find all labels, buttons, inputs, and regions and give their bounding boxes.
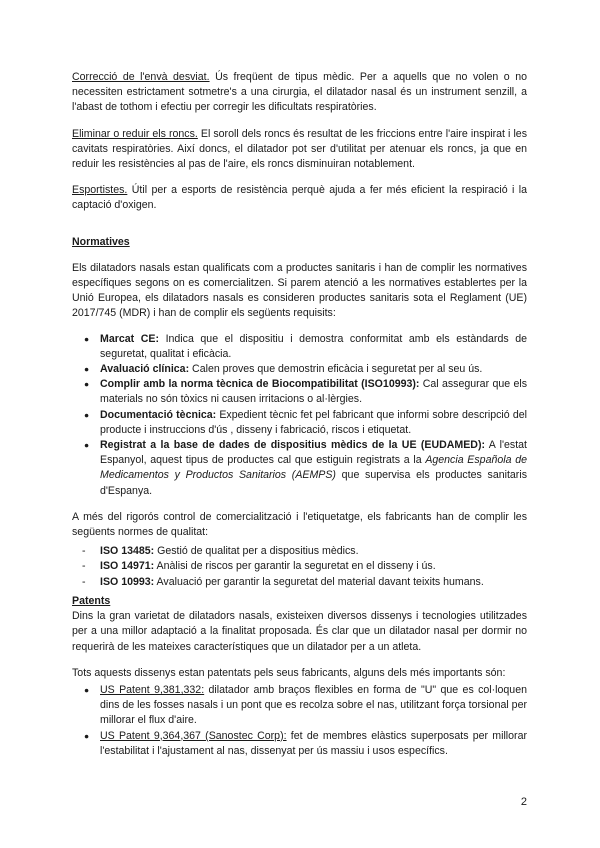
requirements-list xyxy=(72,332,527,499)
list-item xyxy=(100,438,527,499)
patents-paragraph: Dins la gran varietat de dilatadors nasals, existeixen diversos dissenys i tecnologies utilitzades per a una millor adaptació a la finalitat proposada. És clar que un dilatador nasal per dormir no requerirà de les mateixes característiques que un dilatador per a un atleta. xyxy=(72,610,527,653)
requirement-term: Marcat CE: xyxy=(100,332,159,345)
standards-list xyxy=(72,544,527,590)
patent-link[interactable]: US Patent 9,381,332: xyxy=(100,683,205,696)
patent-text: fet de membres elàstics superposats per millorar l'estabilitat i l'ajustament al nas, dissenyat per ús massiu i usos específics. xyxy=(100,729,527,757)
requirement-text-end: que supervisa els productes sanitaris d'Espanya. xyxy=(100,469,527,497)
standard-code: ISO 10993: xyxy=(100,575,155,588)
list-item xyxy=(100,362,527,377)
normatives-heading: Normatives xyxy=(72,235,130,248)
use-case-term: Eliminar o reduir els roncs. xyxy=(72,127,198,140)
patents-list xyxy=(72,683,527,759)
patent-text: dilatador amb braços flexibles en forma de "U" que es col·loquen dins de les fosses nasals i un pont que es recolza sobre el nas, utilitzant força torsional per millorar el flux d'aire. xyxy=(100,683,527,727)
list-item xyxy=(100,729,527,759)
requirement-text: A l'estat Espanyol, aquest tipus de productes cal que estiguin registrats a la xyxy=(100,439,527,467)
standard-text: Anàlisi de riscos per garantir la seguretat en el disseny i ús. xyxy=(154,560,436,573)
use-case-text: El soroll dels roncs és resultat de les friccions entre l'aire inspirat i les cavitats respiratòries. Així doncs, el dilatador pot ser d'utilitat per atenuar els roncs, ja que en reduir les resistències al pas de l'aire, els roncs disminuiran notablement. xyxy=(72,127,527,171)
use-case-text: Útil per a esports de resistència perquè ajuda a fer més eficient la respiració i la captació d'oxigen. xyxy=(72,184,527,212)
use-case-snoring xyxy=(72,127,527,173)
quality-intro: A més del rigorós control de comercialització i l'etiquetatge, els fabricants han de complir les següents normes de qualitat: xyxy=(72,510,527,539)
use-case-athletes xyxy=(72,183,527,213)
list-item xyxy=(100,575,527,590)
use-case-term: Correcció de l'envà desviat. xyxy=(72,71,210,83)
requirement-text: Cal assegurar que els materials no són tòxics ni causen irritacions o al·lèrgies. xyxy=(100,378,527,406)
requirement-text: Expedient tècnic fet pel fabricant que informi sobre descripció del producte i instruccions d'ús , disseny i fabricació, riscos i etiquetat. xyxy=(100,408,527,436)
list-item xyxy=(100,683,527,729)
requirement-term: Registrat a la base de dades de dispositius mèdics de la UE (EUDAMED): xyxy=(100,439,486,452)
use-case-text: Ús freqüent de tipus mèdic. Per a aquells que no volen o no necessiten estrictament sotmetre's a una cirurgia, el dilatador nasal és un instrument senzill, a l'abast de tothom i efectiu per corregir les dificultats respiratòries. xyxy=(72,71,527,114)
use-case-deviated-septum xyxy=(72,70,527,116)
standard-text: Avaluació per garantir la seguretat del material davant teixits humans. xyxy=(154,575,484,588)
list-item xyxy=(100,544,527,559)
use-case-term: Esportistes. xyxy=(72,184,128,197)
requirement-text: Indica que el dispositiu i demostra conformitat amb els estàndards de seguretat, qualitat i eficàcia. xyxy=(100,332,527,360)
agency-name: Agencia Española de Medicamentos y Productos Sanitarios (AEMPS) xyxy=(100,454,527,482)
requirement-text: Calen proves que demostrin eficàcia i seguretat per al seu ús. xyxy=(189,363,483,376)
requirement-term: Documentació tècnica: xyxy=(100,408,217,421)
list-item xyxy=(100,408,527,438)
page-number: 2 xyxy=(520,796,527,808)
patent-link[interactable]: US Patent 9,364,367 (Sanostec Corp): xyxy=(100,729,287,742)
patents-heading: Patents xyxy=(72,594,111,607)
standard-text: Gestió de qualitat per a dispositius mèdics. xyxy=(154,545,359,558)
requirement-term: Avaluació clínica: xyxy=(100,363,190,376)
normatives-paragraph: Els dilatadors nasals estan qualificats com a productes sanitaris i han de complir les normatives específiques segons on es comercialitzen. Si parem atenció a les normatives establertes per la Unió Europea, els dilatadors nasals es consideren productes sanitaris sota el Reglament (UE) 2017/745 (MDR) i han de complir els següents requisits: xyxy=(72,261,527,320)
patents-list-intro: Tots aquests dissenys estan patentats pels seus fabricants, alguns dels més importants són: xyxy=(72,666,506,679)
list-item xyxy=(100,559,527,574)
standard-code: ISO 14971: xyxy=(100,560,155,573)
requirement-term: Complir amb la norma tècnica de Biocompatibilitat (ISO10993): xyxy=(100,378,420,391)
list-item xyxy=(100,332,527,362)
standard-code: ISO 13485: xyxy=(100,545,155,558)
list-item xyxy=(100,377,527,407)
